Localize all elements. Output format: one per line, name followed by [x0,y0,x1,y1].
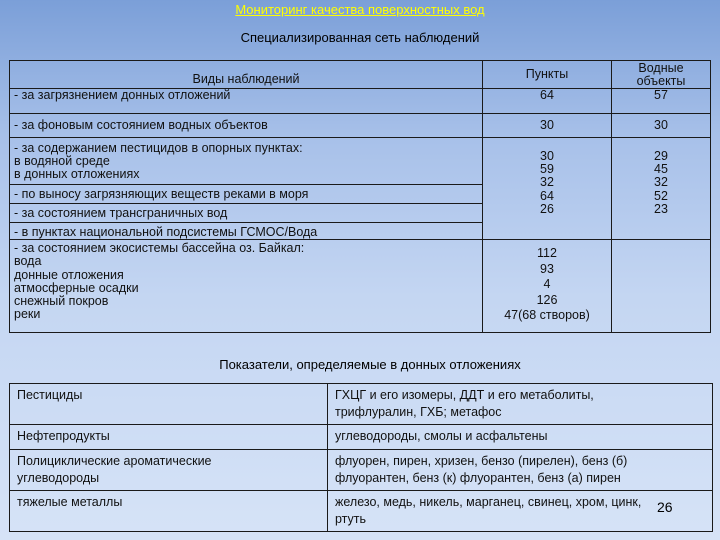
table-header-row [10,61,711,89]
row-label: - за фоновым состоянием водных объектов [10,114,483,138]
value-line: флуорантен, бенз (к) флуорантен, бенз (а) пирен [335,471,621,485]
value-line: железо, медь, никель, марганец, свинец, хром, цинк, [335,495,642,509]
table-row [10,138,711,240]
group-points [483,138,612,240]
points-value: 64 [540,188,554,203]
indicator-name [10,450,328,491]
indicator-values [328,384,713,425]
objects-value: 45 [654,162,668,177]
page-number: 26 [657,499,673,515]
points-value: 30 [540,149,554,163]
row-label: в водяной среде [14,154,110,169]
row-divider [10,222,482,223]
value-line: трифлуралин, ГХБ; метафос [335,405,502,419]
row-label: - за состоянием экосистемы бассейна оз. Байкал: [14,241,305,256]
objects-value: 29 [654,149,668,163]
row-label: - в пунктах национальной подсистемы ГСМОС/Вода [14,224,318,239]
slide-title: Мониторинг качества поверхностных вод [235,2,485,17]
section-title: Показатели, определяемые в донных отложениях [219,357,521,372]
value-line: флуорен, пирен, хризен, бензо (пирелен), бенз (б) [335,454,628,468]
points-value: 126 [536,292,558,307]
points-value: 112 [537,246,557,261]
network-subtitle: Специализированная сеть наблюдений [240,30,480,45]
points-value: 32 [540,175,554,190]
table-row [10,491,713,532]
row-divider [10,184,482,185]
name-line: Полициклические ароматические [17,454,212,468]
observations-table [9,60,711,333]
indicator-values [328,425,713,450]
objects-value: 52 [654,188,668,203]
row-label: в донных отложениях [14,167,140,182]
row-label: атмосферные осадки [14,280,139,295]
value-line: ртуть [335,512,367,526]
indicator-values [328,450,713,491]
group-objects [612,138,711,240]
table-row [10,114,711,138]
header-points: Пункты [483,61,612,89]
points-value: 26 [540,201,554,216]
baikal-objects [612,240,711,333]
table-row [10,89,711,114]
row-label: - за состоянием трансграничных вод [14,205,228,220]
name-line: углеводороды [17,471,100,485]
points-value: 30 [483,114,612,138]
row-label: - за содержанием пестицидов в опорных пунктах: [14,141,303,155]
indicators-table [9,383,713,532]
value-line: углеводороды, смолы и асфальтены [335,429,548,443]
row-label: - за загрязнением донных отложений [10,89,483,114]
points-value: 64 [483,89,612,114]
points-value: 93 [540,261,554,276]
group-labels [10,138,483,240]
row-label: донные отложения [14,267,124,282]
points-value: 59 [540,162,554,177]
table-row [10,240,711,333]
table-row [10,384,713,425]
baikal-labels [10,240,483,333]
points-value: 4 [543,277,551,292]
row-label: реки [14,307,41,322]
objects-value: 57 [612,89,711,114]
indicator-name: Пестициды [10,384,328,425]
table-row [10,450,713,491]
indicator-name: Нефтепродукты [10,425,328,450]
row-label: - по выносу загрязняющих веществ реками в моря [14,186,309,201]
indicator-name: тяжелые металлы [10,491,328,532]
table-row [10,425,713,450]
row-label: вода [14,254,42,269]
indicator-values [328,491,713,532]
row-label: снежный покров [14,293,109,308]
header-water-objects: Водные объекты [612,61,711,89]
objects-value: 30 [612,114,711,138]
objects-value: 23 [654,201,668,216]
points-value: 47(68 створов) [504,308,590,323]
header-types: Виды наблюдений [10,61,483,89]
row-divider [10,203,482,204]
objects-value: 32 [654,175,668,190]
value-line: ГХЦГ и его изомеры, ДДТ и его метаболиты, [335,388,594,402]
baikal-points [483,240,612,333]
